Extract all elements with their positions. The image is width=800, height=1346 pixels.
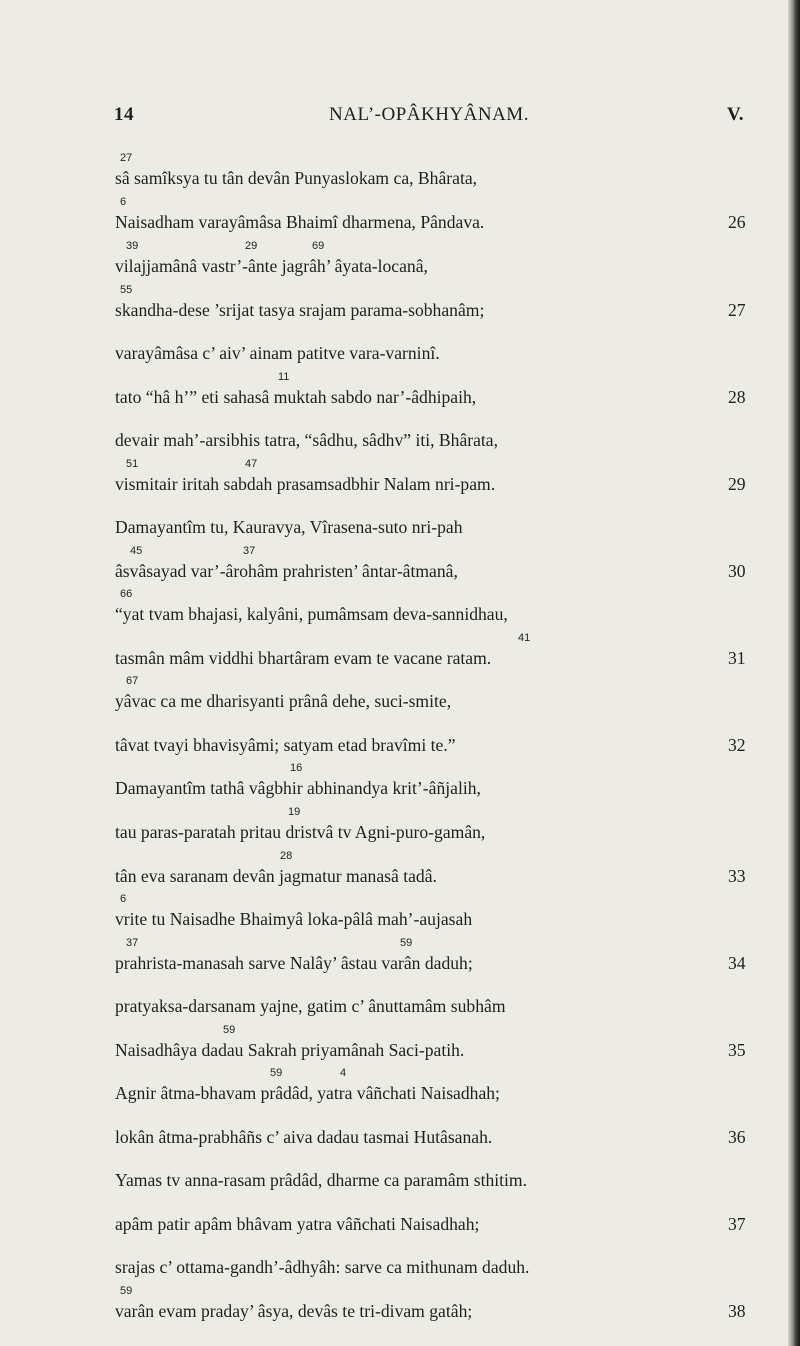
interlinear-numeral: 67 (126, 675, 139, 687)
running-title: NAL’-OPÂKHYÂNAM. (329, 104, 529, 125)
interlinear-numeral: 55 (120, 284, 133, 296)
text-line: tato “hâ h’” eti sahasâ muktah sabdo nar’-âdhipaih, (115, 387, 477, 407)
interlinear-numeral: 41 (518, 632, 531, 644)
interlinear-numeral: 6 (120, 196, 127, 208)
verse-number: 33 (728, 866, 746, 886)
text-line: vilajjamânâ vastr’-ânte jagrâh’ âyata-locanâ, (115, 256, 428, 276)
interlinear-numeral: 6 (120, 893, 127, 905)
interlinear-numeral: 37 (126, 937, 139, 949)
verse-number: 36 (728, 1127, 746, 1147)
interlinear-numeral: 59 (270, 1067, 283, 1079)
interlinear-numeral: 51 (126, 458, 139, 470)
text-line: devair mah’-arsibhis tatra, “sâdhu, sâdhv” iti, Bhârata, (115, 430, 499, 450)
verse-number: 26 (728, 212, 746, 232)
text-line: prahrista-manasah sarve Nalây’ âstau varân daduh; (115, 953, 473, 973)
text-line: varân evam praday’ âsya, devâs te tri-divam gatâh; (115, 1301, 473, 1321)
interlinear-numeral: 27 (120, 152, 133, 164)
interlinear-numeral: 16 (290, 762, 303, 774)
text-line: Naisadham varayâmâsa Bhaimî dharmena, Pândava. (115, 212, 485, 232)
text-line: apâm patir apâm bhâvam yatra vâñchati Naisadhah; (115, 1214, 480, 1234)
text-line: sâ samîksya tu tân devân Punyaslokam ca, Bhârata, (115, 168, 478, 188)
text-line: Naisadhâya dadau Sakrah priyamânah Saci-patih. (115, 1040, 465, 1060)
text-line: Agnir âtma-bhavam prâdâd, yatra vâñchati Naisadhah; (115, 1083, 500, 1103)
text-line: vismitair iritah sabdah prasamsadbhir Nalam nri-pam. (115, 474, 496, 494)
verse-number: 32 (728, 735, 746, 755)
text-line: âsvâsayad var’-ârohâm prahristen’ ântar-âtmanâ, (115, 561, 458, 581)
interlinear-numeral: 66 (120, 588, 133, 600)
text-line: Damayantîm tathâ vâgbhir abhinandya krit’-âñjalih, (115, 778, 481, 798)
text-line: Yamas tv anna-rasam prâdâd, dharme ca paramâm sthitim. (115, 1170, 528, 1190)
page-number: 14 (114, 104, 134, 125)
text-line: lokân âtma-prabhâñs c’ aiva dadau tasmai Hutâsanah. (115, 1127, 493, 1147)
section-number: V. (726, 104, 744, 125)
text-line: “yat tvam bhajasi, kalyâni, pumâmsam deva-sannidhau, (115, 604, 508, 624)
interlinear-numeral: 59 (120, 1285, 133, 1297)
verse-number: 30 (728, 561, 746, 581)
page-binding-edge (788, 0, 800, 1346)
running-header (114, 104, 744, 130)
text-line: tân eva saranam devân jagmatur manasâ tadâ. (115, 866, 437, 886)
interlinear-numeral: 29 (245, 240, 258, 252)
interlinear-numeral: 39 (126, 240, 139, 252)
interlinear-numeral: 69 (312, 240, 325, 252)
text-line: tau paras-paratah pritau dristvâ tv Agni-puro-gamân, (115, 822, 486, 842)
interlinear-numeral: 28 (280, 850, 293, 862)
text-line: pratyaksa-darsanam yajne, gatim c’ ânuttamâm subhâm (115, 996, 506, 1016)
interlinear-numeral: 45 (130, 545, 143, 557)
interlinear-numeral: 11 (278, 371, 290, 383)
verse-number: 29 (728, 474, 746, 494)
text-line: Damayantîm tu, Kauravya, Vîrasena-suto nri-pah (115, 517, 463, 537)
verse-number: 31 (728, 648, 746, 668)
text-line: vrite tu Naisadhe Bhaimyâ loka-pâlâ mah’-aujasah (115, 909, 473, 929)
interlinear-numeral: 4 (340, 1067, 347, 1079)
text-line: varayâmâsa c’ aiv’ ainam patitve vara-varninî. (115, 343, 440, 363)
interlinear-numeral: 37 (243, 545, 256, 557)
text-line: tâvat tvayi bhavisyâmi; satyam etad bravîmi te.” (115, 735, 456, 755)
text-line: yâvac ca me dharisyanti prânâ dehe, suci-smite, (115, 691, 452, 711)
interlinear-numeral: 59 (223, 1024, 236, 1036)
interlinear-numeral: 47 (245, 458, 258, 470)
text-line: tasmân mâm viddhi bhartâram evam te vacane ratam. (115, 648, 492, 668)
text-line: skandha-dese ’srijat tasya srajam parama-sobhanâm; (115, 300, 485, 320)
interlinear-numeral: 19 (288, 806, 301, 818)
verse-number: 35 (728, 1040, 746, 1060)
interlinear-numeral: 59 (400, 937, 413, 949)
verse-number: 34 (728, 953, 746, 973)
verse-number: 28 (728, 387, 746, 407)
verse-number: 27 (728, 300, 746, 320)
verse-number: 38 (728, 1301, 746, 1321)
verse-number: 37 (728, 1214, 746, 1234)
text-line: srajas c’ ottama-gandh’-âdhyâh: sarve ca mithunam daduh. (115, 1257, 530, 1277)
